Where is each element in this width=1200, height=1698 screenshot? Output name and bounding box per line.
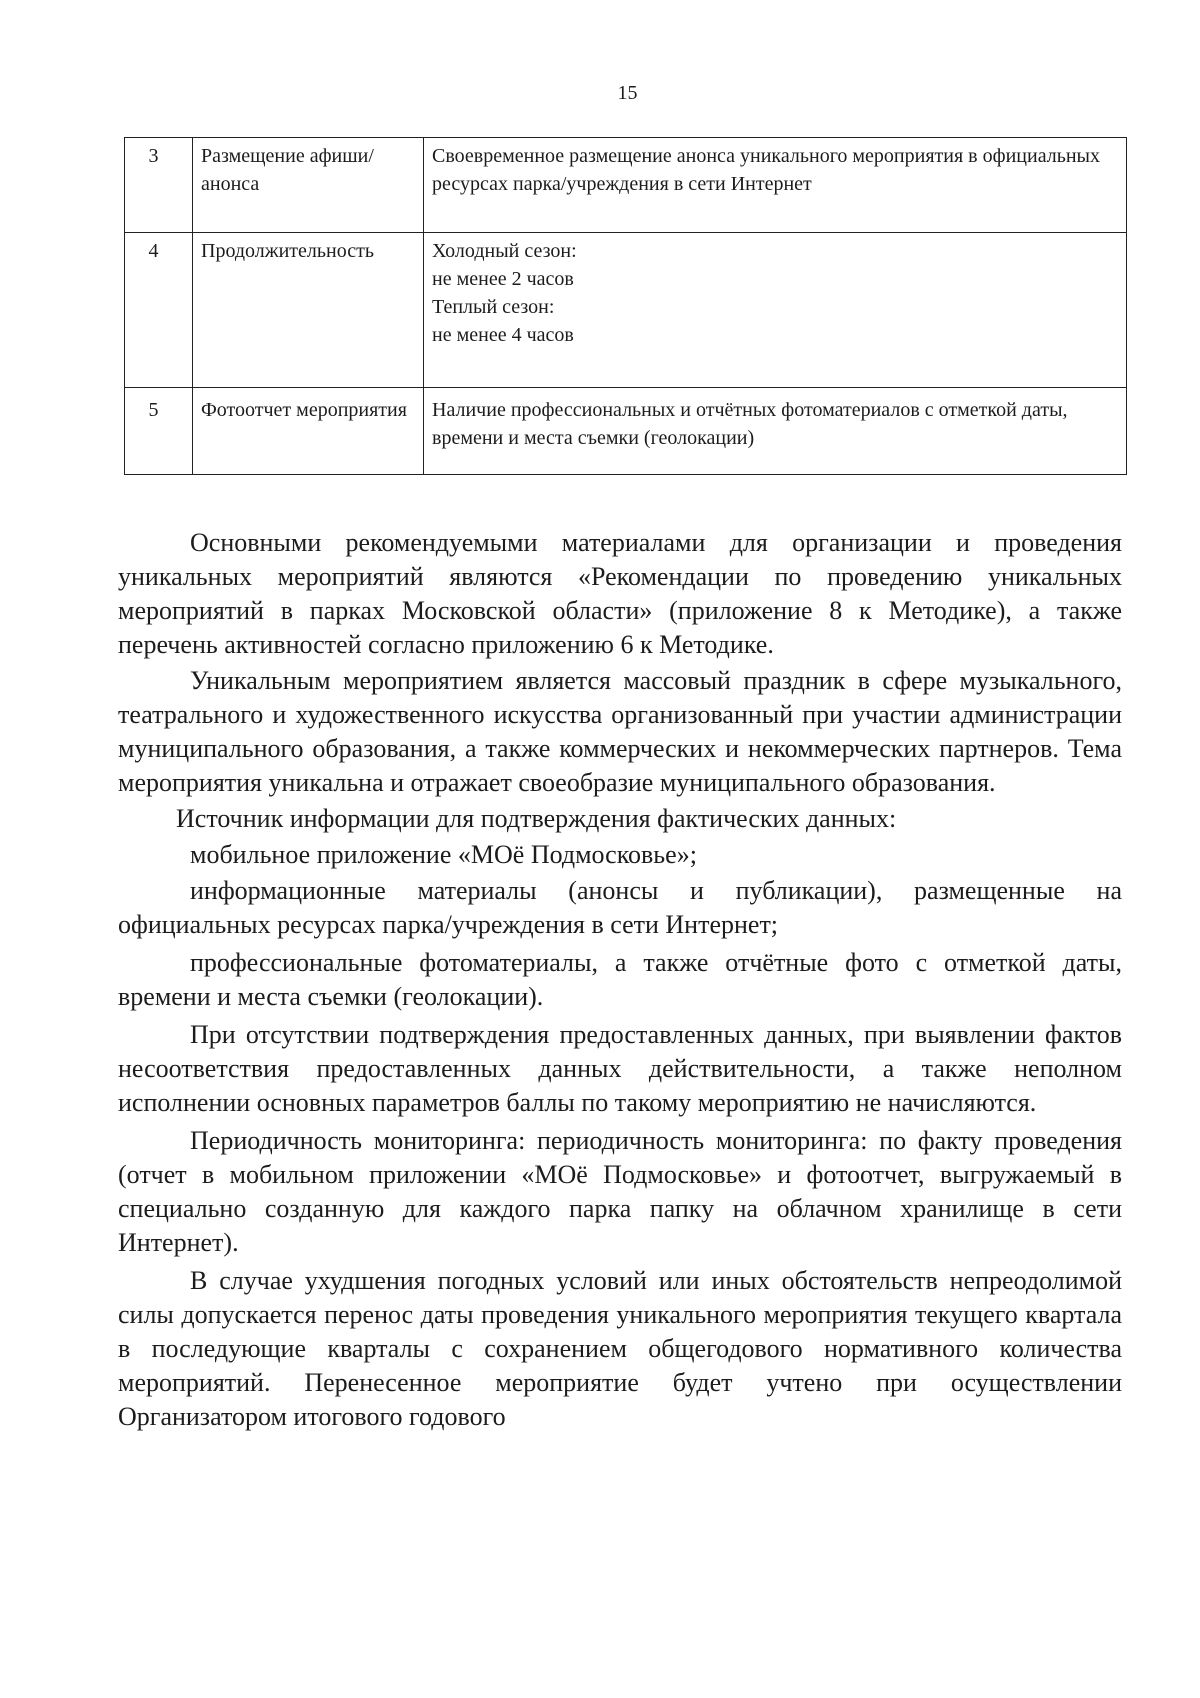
row-number: 3	[125, 138, 193, 233]
info-source-item: мобильное приложение «МОё Подмосковье»;	[190, 840, 697, 869]
paragraph-info-source-heading: Источник информации для подтверждения фактических данных:	[176, 804, 897, 833]
description-line: Теплый сезон:	[432, 296, 555, 318]
description-line: не менее 4 часов	[432, 324, 574, 346]
description-line: Наличие профессиональных и отчётных фотоматериалов с отметкой даты, времени и места съемки (геолокации)	[432, 399, 1068, 449]
row-parameter: Фотоотчет мероприятия	[193, 388, 424, 475]
paragraph-monitoring-frequency: Периодичность мониторинга: периодичность мониторинга: по факту проведения (отчет в мобильном приложении «МОё Подмосковье» и фотоотчет, выгружаемый в специально созданную для каждого парка папку на облачном хранилище в сети Интернет).	[118, 1126, 1122, 1257]
row-description	[424, 388, 1127, 475]
table-row	[125, 233, 1127, 388]
criteria-table	[124, 137, 1127, 475]
paragraph-force-majeure: В случае ухудшения погодных условий или иных обстоятельств непреодолимой силы допускается перенос даты проведения уникального мероприятия текущего квартала в последующие кварталы с сохранением общегодового нормативного количества мероприятий. Перенесенное мероприятие будет учтено при осуществлении Организатором итогового годового	[118, 1266, 1122, 1431]
row-number: 5	[125, 388, 193, 475]
page-number: 15	[617, 82, 638, 104]
info-source-item: профессиональные фотоматериалы, а также отчётные фото с отметкой даты, времени и места съемки (геолокации).	[118, 948, 1122, 1011]
table-row	[125, 138, 1127, 233]
row-description	[424, 233, 1127, 388]
table-row	[125, 388, 1127, 475]
description-line: Холодный сезон:	[432, 240, 577, 262]
body-text	[118, 526, 1122, 1434]
info-source-item: информационные материалы (анонсы и публикации), размещенные на официальных ресурсах парка/учреждения в сети Интернет;	[118, 876, 1122, 939]
paragraph-unique-event-definition: Уникальным мероприятием является массовый праздник в сфере музыкального, театрального и художественного искусства организованный при участии администрации муниципального образования, а также коммерческих и некоммерческих партнеров. Тема мероприятия уникальна и отражает своеобразие муниципального образования.	[118, 666, 1122, 797]
row-number: 4	[125, 233, 193, 388]
description-line: Своевременное размещение анонса уникального мероприятия в официальных ресурсах парка/учреждения в сети Интернет	[432, 145, 1100, 195]
description-line: не менее 2 часов	[432, 268, 574, 290]
row-description	[424, 138, 1127, 233]
row-parameter: Продолжительность	[193, 233, 424, 388]
row-parameter: Размещение афиши/анонса	[193, 138, 424, 233]
paragraph-missing-confirmation: При отсутствии подтверждения предоставленных данных, при выявлении фактов несоответствия предоставленных данных действительности, а также неполном исполнении основных параметров баллы по такому мероприятию не начисляются.	[118, 1020, 1122, 1117]
paragraph-materials: Основными рекомендуемыми материалами для организации и проведения уникальных мероприятий являются «Рекомендации по проведению уникальных мероприятий в парках Московской области» (приложение 8 к Методике), а также перечень активностей согласно приложению 6 к Методике.	[118, 528, 1122, 659]
